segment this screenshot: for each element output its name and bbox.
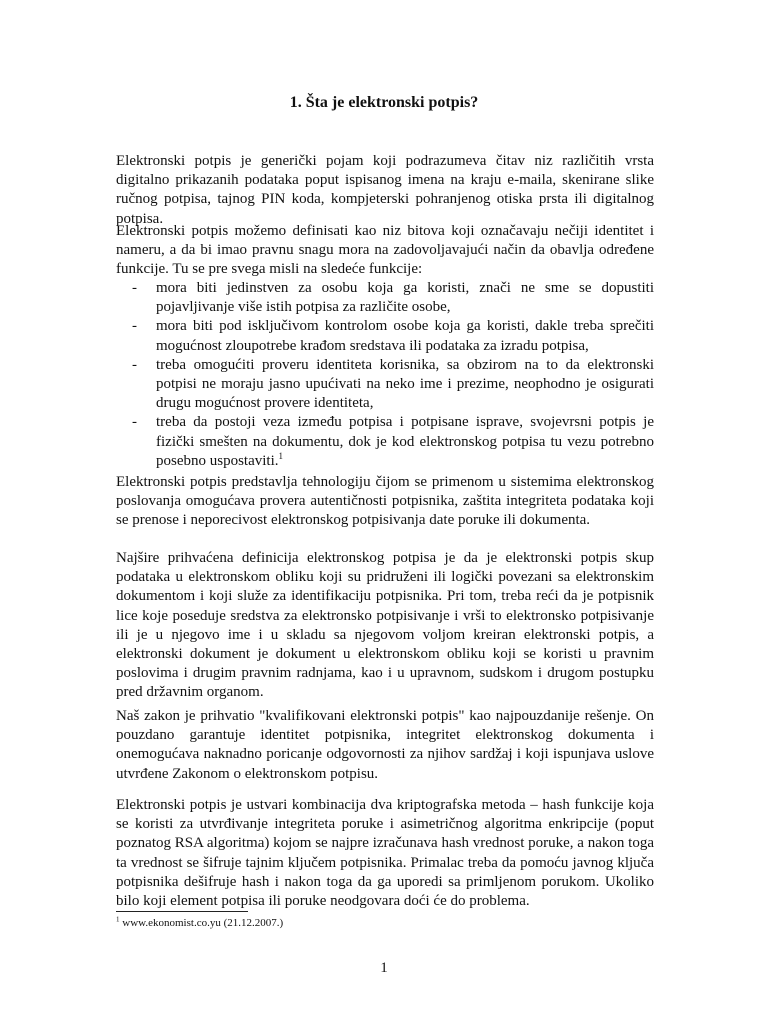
page-number: 1 bbox=[380, 960, 388, 976]
list-item-text: mora biti jedinstven za osobu koja ga koristi, znači ne sme se dopustiti pojavljivanje više istih potpisa za različite osobe, bbox=[156, 280, 654, 316]
list-bullet: - bbox=[132, 280, 137, 296]
requirements-list bbox=[116, 279, 654, 471]
list-item-text: treba da postoji veza između potpisa i potpisane isprave, svojevrsni potpis je fizički smešten na dokumentu, dok je kod elektronskog potpisa tu vezu potrebno posebno uspostaviti. bbox=[156, 414, 654, 469]
paragraph-5: Naš zakon je prihvatio "kvalifikovani elektronski potpis" kao najpouzdanije rešenje. On pouzdano garantuje identitet potpisnika, integritet elektronskog dokumenta i onemogućava naknadno poricanje odgovornosti za njihov sardžaj i koji ispunjava uslove utvrđene Zakonom o elektronskom potpisu. bbox=[116, 708, 654, 782]
list-bullet: - bbox=[132, 356, 137, 373]
list-item bbox=[116, 279, 654, 317]
paragraph-3: Elektronski potpis predstavlja tehnologiju čijom se primenom u sistemima elektronskog poslovanja omogućava provera autentičnosti potpisnika, zaštita integriteta podataka koji se prenose i neporecivost elektronskog potpisivanja date poruke ili dokumenta. bbox=[116, 474, 654, 529]
paragraph-2: Elektronski potpis možemo definisati kao niz bitova koji označavaju nečiji identitet i nameru, a da bi imao pravnu snagu mora na zadovoljavajući način da obavlja određene funkcije. Tu se pre svega misli na sledeće funkcije: bbox=[116, 223, 654, 278]
list-item-text: treba omogućiti proveru identiteta korisnika, sa obzirom na to da elektronski potpisi ne moraju jasno upućivati na neko ime i prezime, neophodno je osigurati drugu mogućnost provere identiteta, bbox=[156, 356, 654, 412]
footnote-reference: 1 bbox=[278, 450, 283, 461]
list-item-text: mora biti pod isključivom kontrolom osobe koja ga koristi, dakle treba sprečiti mogućnost zloupotrebe krađom sredstava ili podataka za izradu potpisa, bbox=[156, 318, 654, 354]
list-bullet: - bbox=[132, 318, 137, 335]
footnote bbox=[116, 916, 283, 930]
list-item bbox=[116, 413, 654, 471]
list-bullet: - bbox=[132, 414, 137, 431]
page-title: 1. Šta je elektronski potpis? bbox=[289, 94, 479, 111]
footnote-divider bbox=[116, 911, 248, 912]
footnote-text: www.ekonomist.co.yu (21.12.2007.) bbox=[122, 917, 284, 929]
footnote-marker: 1 bbox=[116, 915, 120, 924]
paragraph-6: Elektronski potpis je ustvari kombinacija dva kriptografska metoda – hash funkcije koja se koristi za utvrđivanje integriteta poruke i asimetričnog algoritma enkripcije (poput poznatog RSA algoritma) kojom se najpre izračunava hash vrednost poruke, a nakon toga ta vrednost se šifruje tajnim ključem potpisnika. Primalac treba da pomoću javnog ključa potpisnika dešifruje hash i nakon toga da ga uporedi sa primljenom porukom. Ukoliko bilo koji element potpisa ili poruke neodgovara doći će do problema. bbox=[116, 797, 654, 910]
paragraph-1: Elektronski potpis je generički pojam koji podrazumeva čitav niz različitih vrsta digitalno prikazanih podataka poput ispisanog imena na kraju e-maila, skenirane slike ručnog potpisa, tajnog PIN koda, kompjeterski pohranjenog otiska prsta ili digitalnog potpisa. bbox=[116, 153, 654, 227]
paragraph-4: Najšire prihvaćena definicija elektronskog potpisa je da je elektronski potpis skup podataka u elektronskom obliku koji su pridruženi ili logički povezani sa elektronskim dokumentom i koji služe za identifikaciju potpisnika. Pri tom, treba reći da je potpisnik lice koje poseduje sredstva za elektronsko potpisivanje i vrši to elektronsko potpisivanje ili je u njegovo ime i u skladu sa njegovom voljom kreiran elektronski potpis, a elektronski dokument je dokument u elektronskom obliku koji se koristi u pravnim poslovima i drugim pravnim radnjama, kao i u upravnom, sudskom i drugom postupku pred državnim organom. bbox=[116, 550, 654, 701]
list-item bbox=[116, 317, 654, 355]
list-item bbox=[116, 356, 654, 414]
